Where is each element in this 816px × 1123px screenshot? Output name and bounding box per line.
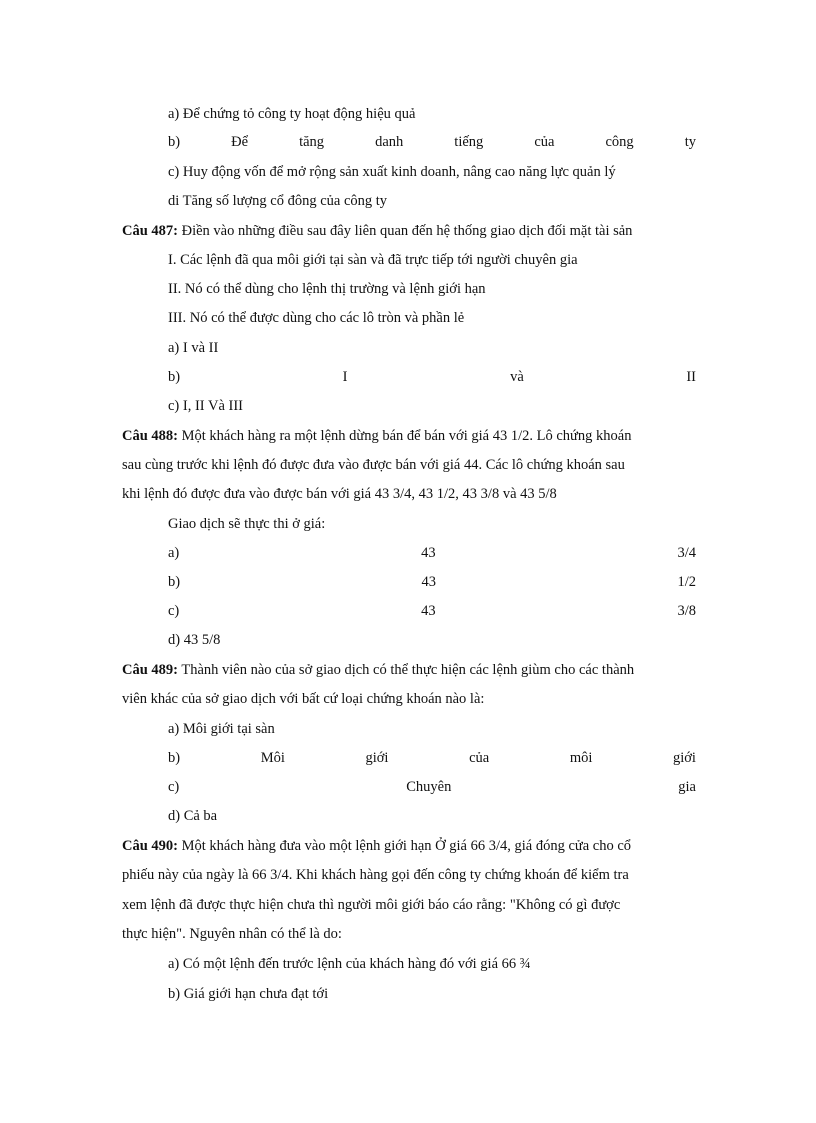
word: giới: [672, 750, 696, 766]
word: b): [168, 134, 181, 150]
word: danh: [375, 134, 404, 150]
option-c: [168, 774, 696, 800]
question-label: Câu 490:: [122, 838, 178, 854]
word: Chuyên: [406, 779, 452, 795]
option-d: d) Cả ba: [168, 808, 218, 824]
word: c): [168, 603, 180, 619]
word: công: [605, 134, 634, 150]
word: 43: [421, 545, 436, 561]
question-490-line-3: xem lệnh đã được thực hiện chưa thì người môi giới báo cáo rằng: "Không có gì được: [122, 897, 621, 913]
question-488-line-3: khi lệnh đó được đưa vào được bán với giá 43 3/4, 43 1/2, 43 3/8 và 43 5/8: [122, 486, 557, 502]
option-c: c) I, II Và III: [168, 398, 244, 414]
question-text: Điền vào những điều sau đây liên quan đến hệ thống giao dịch đối mặt tài sản: [178, 223, 633, 239]
option-b: [168, 745, 696, 771]
word: 3/4: [677, 545, 696, 561]
word: c): [168, 779, 180, 795]
word: b): [168, 750, 181, 766]
word: tăng: [299, 134, 325, 150]
question-490-line-2: phiếu này của ngày là 66 3/4. Khi khách hàng gọi đến công ty chứng khoán để kiểm tra: [122, 867, 629, 883]
word: b): [168, 574, 181, 590]
word: 43: [421, 574, 437, 590]
question-488: [122, 423, 696, 449]
word: II: [686, 369, 696, 385]
word: của: [469, 750, 490, 766]
word: a): [168, 545, 180, 561]
question-text: Một khách hàng đưa vào một lệnh giới hạn Ở giá 66 3/4, giá đóng cửa cho cổ: [178, 838, 632, 854]
statement-ii: II. Nó có thể dùng cho lệnh thị trường và lệnh giới hạn: [168, 281, 486, 297]
option-c: c) Huy động vốn để mở rộng sản xuất kinh doanh, nâng cao năng lực quản lý: [168, 164, 616, 180]
question-490-line-4: thực hiện". Nguyên nhân có thể là do:: [122, 926, 342, 942]
question-487: [122, 218, 696, 244]
question-text: Một khách hàng ra một lệnh dừng bán để bán với giá 43 1/2. Lô chứng khoán: [178, 428, 632, 444]
option-d: d) 43 5/8: [168, 632, 221, 648]
question-489: [122, 657, 696, 683]
option-a: a) I và II: [168, 340, 219, 356]
option-b: [168, 129, 696, 155]
question-490: [122, 833, 696, 859]
option-d: di Tăng số lượng cổ đông của công ty: [168, 193, 388, 209]
word: ty: [684, 134, 696, 150]
word: 1/2: [677, 574, 696, 590]
question-text: Thành viên nào của sở giao dịch có thể thực hiện các lệnh giùm cho các thành: [178, 662, 635, 678]
word: Môi: [260, 750, 285, 766]
option-b: b) Giá giới hạn chưa đạt tới: [168, 986, 329, 1002]
option-a: [168, 540, 696, 566]
word: của: [534, 134, 555, 150]
word: Để: [231, 134, 249, 150]
word: b): [168, 369, 181, 385]
question-489-line-2: viên khác của sở giao dịch với bất cứ loại chứng khoán nào là:: [122, 691, 485, 707]
word: 43: [421, 603, 436, 619]
option-a: a) Môi giới tại sàn: [168, 721, 275, 737]
question-prompt: Giao dịch sẽ thực thi ở giá:: [168, 516, 326, 532]
option-b: [168, 569, 696, 595]
question-label: Câu 487:: [122, 223, 178, 239]
statement-i: I. Các lệnh đã qua môi giới tại sàn và đã trực tiếp tới người chuyên gia: [168, 252, 578, 268]
question-label: Câu 489:: [122, 662, 178, 678]
word: tiếng: [454, 134, 484, 150]
question-label: Câu 488:: [122, 428, 178, 444]
word: gia: [678, 779, 696, 795]
word: giới: [365, 750, 389, 766]
option-a: a) Có một lệnh đến trước lệnh của khách hàng đó với giá 66 ¾: [168, 956, 531, 972]
word: môi: [569, 750, 593, 766]
option-b: [168, 364, 696, 390]
word: I: [342, 369, 348, 385]
question-488-line-2: sau cùng trước khi lệnh đó được đưa vào được bán với giá 44. Các lô chứng khoán sau: [122, 457, 625, 473]
statement-iii: III. Nó có thể được dùng cho các lô tròn và phần lẻ: [168, 310, 465, 326]
word: 3/8: [677, 603, 696, 619]
option-c: [168, 598, 696, 624]
word: và: [510, 369, 524, 385]
option-a: a) Để chứng tỏ công ty hoạt động hiệu quả: [168, 106, 416, 122]
